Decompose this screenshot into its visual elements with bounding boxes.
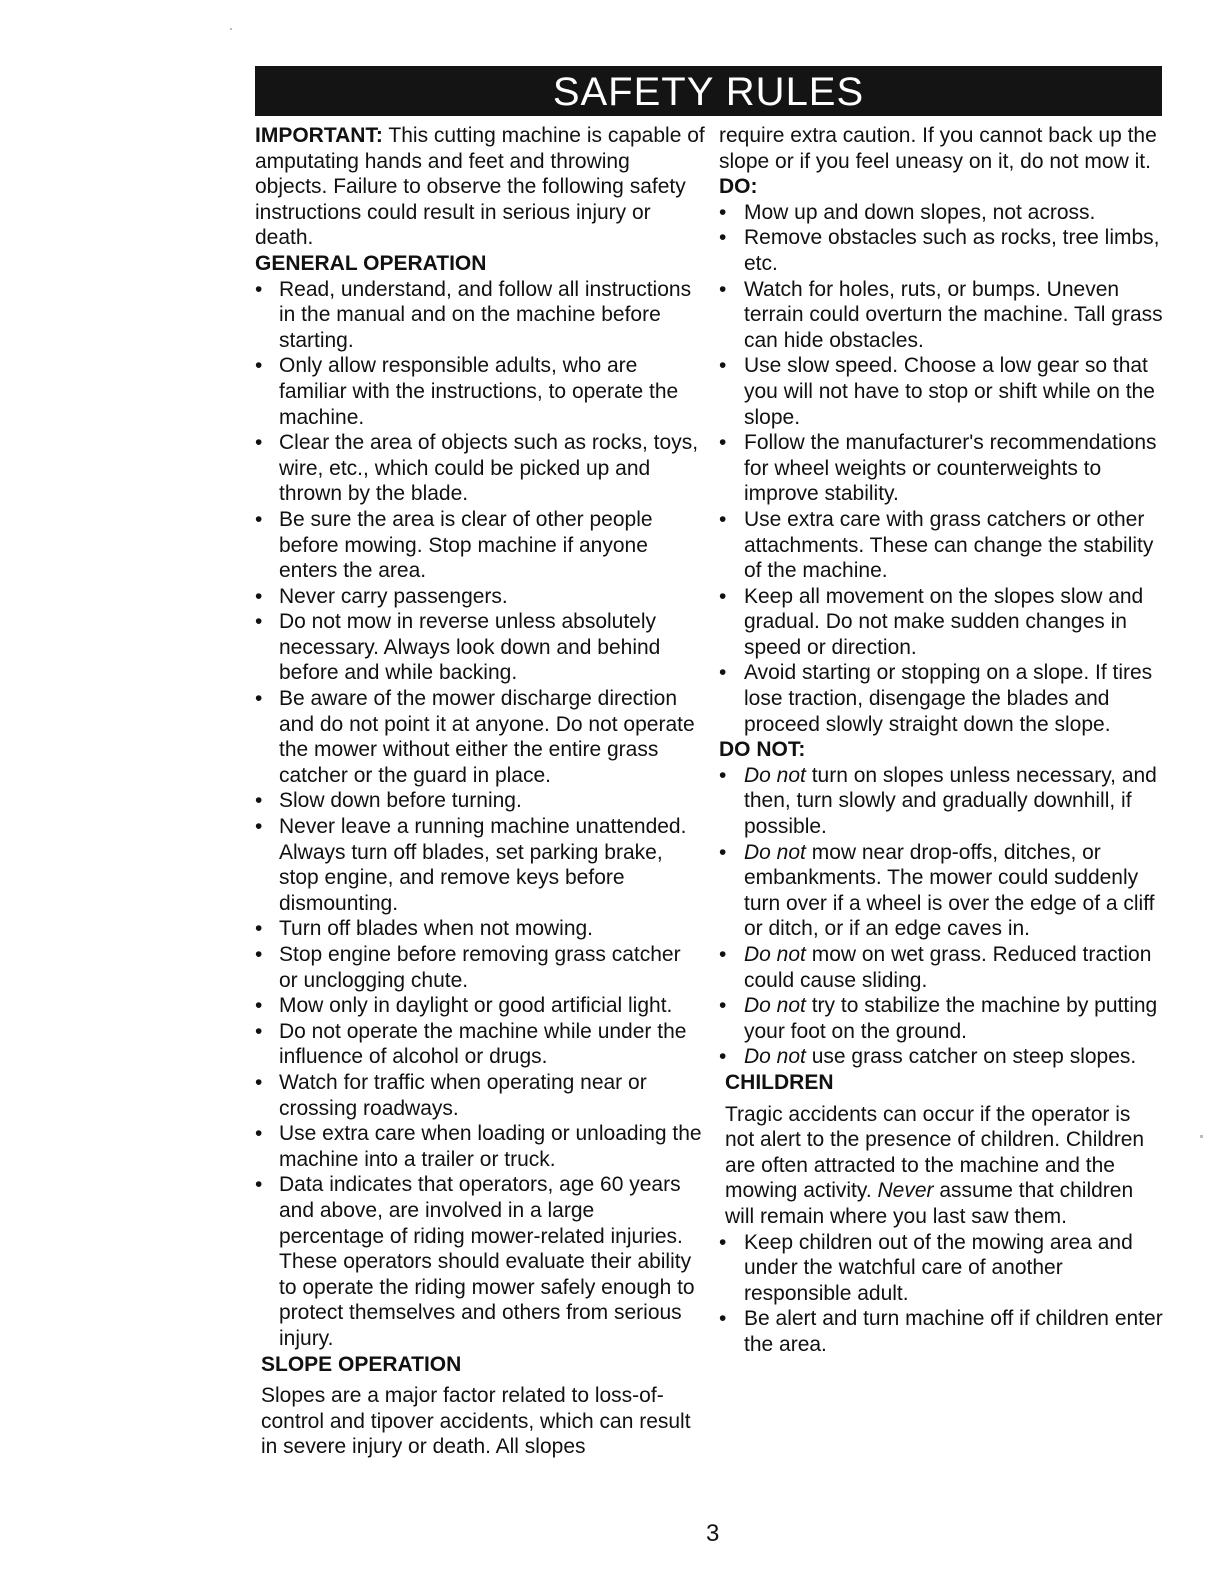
list-item (719, 942, 1165, 993)
list-item: • Stop engine before removing grass catcher or unclogging chute. (255, 942, 705, 993)
list-item: • Never leave a running machine unattended. Always turn off blades, set parking brake, stop engine, and remove keys before dismounting. (255, 814, 705, 916)
list-item-text: use grass catcher on steep slopes. (805, 1045, 1137, 1069)
left-column (255, 123, 705, 1460)
scan-speck (1200, 1135, 1203, 1138)
children-text (719, 1102, 1165, 1230)
list-item: • Only allow responsible adults, who are familiar with the instructions, to operate the machine. (255, 353, 705, 430)
general-operation-list (255, 277, 705, 1352)
list-item: • Follow the manufacturer's recommendations for wheel weights or counterweights to improve stability. (719, 430, 1165, 507)
do-not-prefix: Do not (744, 763, 806, 787)
list-item: • Remove obstacles such as rocks, tree limbs, etc. (719, 225, 1165, 276)
do-not-prefix: Do not (744, 840, 806, 864)
list-item: • Turn off blades when not mowing. (255, 916, 705, 942)
do-not-prefix: Do not (744, 943, 806, 966)
list-item: • Mow only in daylight or good artificial light. (255, 993, 705, 1019)
list-item (719, 1044, 1165, 1070)
list-item (719, 840, 1165, 942)
list-item: • Be alert and turn machine off if children enter the area. (719, 1306, 1165, 1357)
list-item: • Do not mow in reverse unless absolutely necessary. Always look down and behind before and while backing. (255, 609, 705, 686)
list-item: • Use extra care when loading or unloading the machine into a trailer or truck. (255, 1121, 705, 1172)
slope-operation-heading: SLOPE OPERATION (261, 1352, 462, 1376)
do-not-list (719, 763, 1165, 1070)
list-item-text: mow near drop-offs, ditches, or embankments. The mower could suddenly turn over if a wheel is over the edge of a cliff or ditch, or if an edge caves in. (744, 840, 1155, 941)
page-title: SAFETY RULES (255, 66, 1162, 116)
do-not-prefix: Do not (744, 994, 806, 1018)
children-text-part-2: assume that children will remain where you last saw them. (725, 1179, 1134, 1228)
list-item-text: mow on wet grass. Reduced traction could cause sliding. (744, 943, 1152, 992)
do-heading: DO: (719, 175, 758, 199)
slope-continued-text: require extra caution. If you cannot back up the slope or if you feel uneasy on it, do not mow it. (719, 124, 1157, 173)
children-heading: CHILDREN (725, 1070, 834, 1094)
list-item: • Clear the area of objects such as rocks, toys, wire, etc., which could be picked up and thrown by the blade. (255, 430, 705, 507)
list-item: • Read, understand, and follow all instructions in the manual and on the machine before starting. (255, 277, 705, 354)
list-item-text: turn on slopes unless necessary, and then, turn slowly and gradually downhill, if possible. (744, 763, 1157, 839)
list-item: • Avoid starting or stopping on a slope. If tires lose traction, disengage the blades and proceed slowly straight down the slope. (719, 660, 1165, 737)
do-list (719, 200, 1165, 737)
do-not-heading: DO NOT: (719, 738, 806, 762)
page-number: 3 (706, 1520, 720, 1547)
scan-speck (230, 28, 232, 30)
list-item: • Use extra care with grass catchers or other attachments. These can change the stability of the machine. (719, 507, 1165, 584)
list-item (719, 993, 1165, 1044)
list-item: • Never carry passengers. (255, 584, 705, 610)
right-column (719, 123, 1165, 1358)
list-item: • Data indicates that operators, age 60 years and above, are involved in a large percentage of riding mower-related injuries. These operators should evaluate their ability to operate the riding mower safely enough to protect themselves and others from serious injury. (255, 1172, 705, 1351)
list-item: • Watch for traffic when operating near or crossing roadways. (255, 1070, 705, 1121)
general-operation-heading: GENERAL OPERATION (255, 251, 487, 275)
list-item: • Be aware of the mower discharge direction and do not point it at anyone. Do not operate the mower without either the entire grass catcher or the guard in place. (255, 686, 705, 788)
list-item: • Mow up and down slopes, not across. (719, 200, 1165, 226)
list-item: • Watch for holes, ruts, or bumps. Uneven terrain could overturn the machine. Tall grass can hide obstacles. (719, 277, 1165, 354)
list-item: • Use slow speed. Choose a low gear so that you will not have to stop or shift while on the slope. (719, 353, 1165, 430)
list-item (719, 763, 1165, 840)
children-text-part-1: Tragic accidents can occur if the operator is not alert to the presence of children. Children are often attracted to the machine and the mowing activity. (725, 1102, 1145, 1203)
list-item: • Keep all movement on the slopes slow and gradual. Do not make sudden changes in speed or direction. (719, 584, 1165, 661)
important-text: This cutting machine is capable of amputating hands and feet and throwing objects. Failure to observe the following safety instructions could result in serious injury or death. (255, 124, 705, 250)
list-item: • Slow down before turning. (255, 788, 705, 814)
important-notice (255, 123, 705, 251)
slope-operation-text: Slopes are a major factor related to loss-of-control and tipover accidents, which can result in severe injury or death. All slopes (261, 1384, 691, 1459)
do-not-prefix: Do not (744, 1045, 806, 1069)
list-item: • Be sure the area is clear of other people before mowing. Stop machine if anyone enters the area. (255, 507, 705, 584)
list-item-text: try to stabilize the machine by putting your foot on the ground. (744, 994, 1158, 1043)
list-item: • Do not operate the machine while under the influence of alcohol or drugs. (255, 1019, 705, 1070)
list-item: • Keep children out of the mowing area and under the watchful care of another responsible adult. (719, 1230, 1165, 1307)
children-list (719, 1230, 1165, 1358)
important-label: IMPORTANT: (255, 124, 383, 147)
children-never: Never (877, 1179, 934, 1203)
